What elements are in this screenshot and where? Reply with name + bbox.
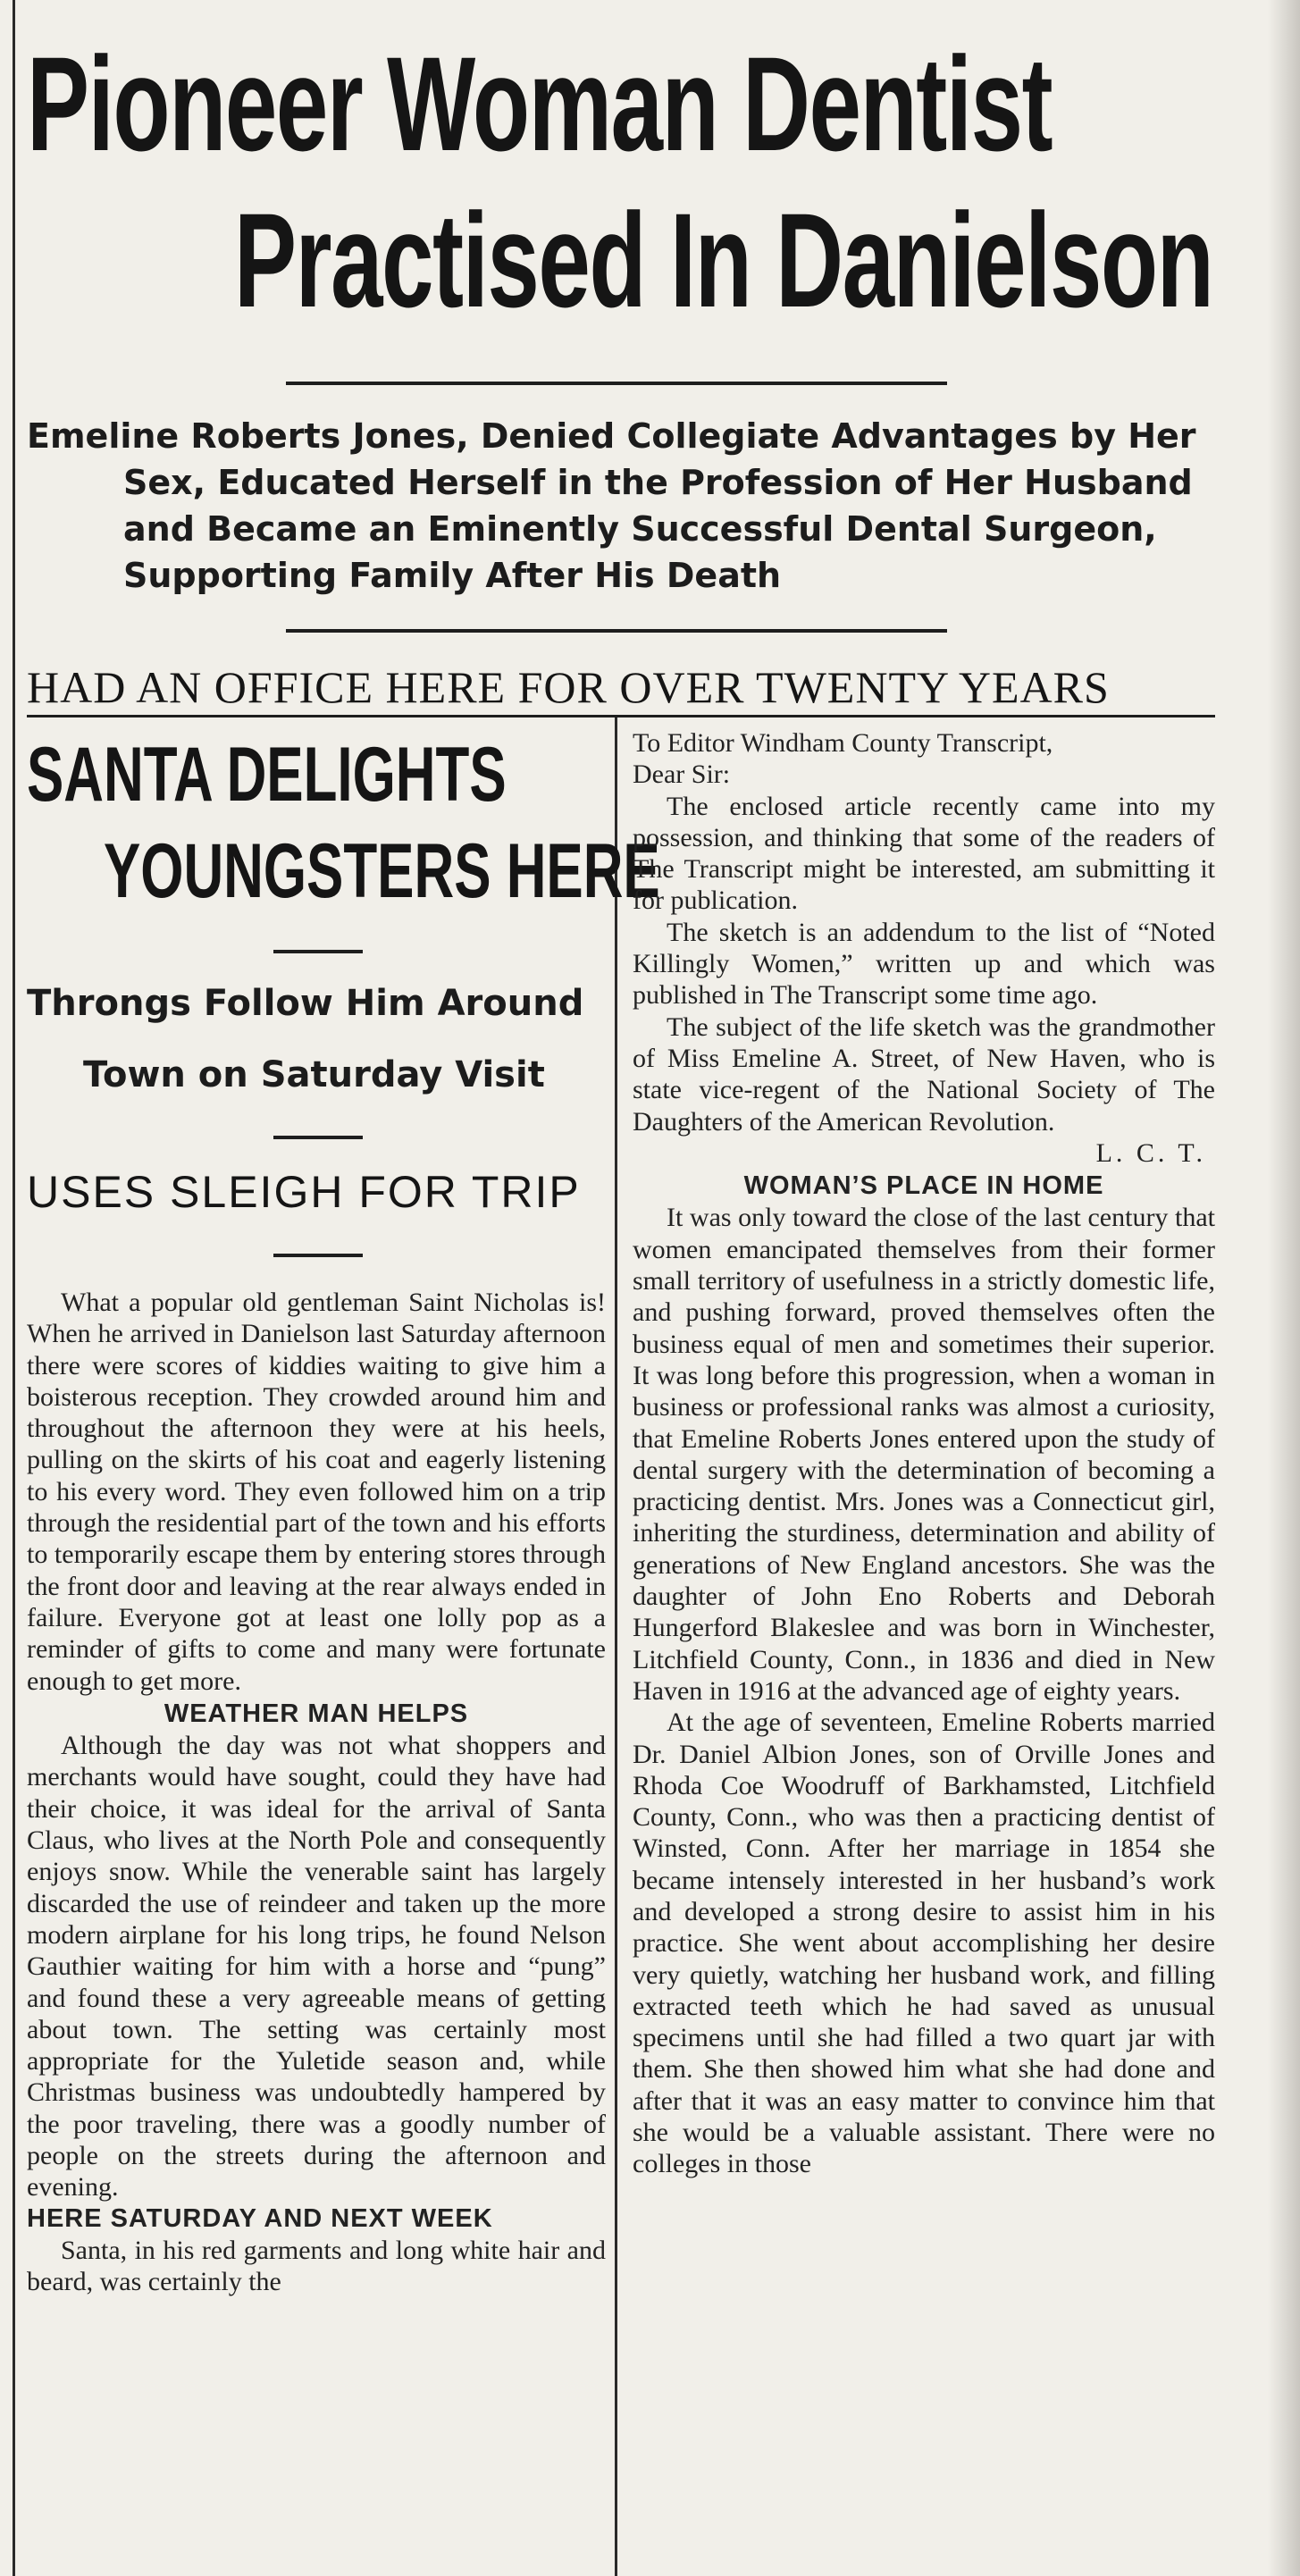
banner-rule: [27, 715, 1215, 717]
santa-subhead-line-1: Throngs Follow Him Around: [27, 983, 584, 1024]
deck-line: Sex, Educated Herself in the Profession of Her Husband: [123, 463, 1193, 502]
letter-paragraph: The subject of the life sketch was the grandmother of Miss Emeline A. Street, of New Haven, who is state vice-regent of the National Society of The Daughters of the American Revolution.: [633, 1011, 1215, 1137]
salutation-line: To Editor Windham County Transcript,: [633, 728, 1053, 758]
santa-headline-line-1: SANTA DELIGHTS: [27, 732, 507, 818]
page-edge-shadow: [1268, 0, 1300, 2576]
column-rule: [615, 717, 617, 2576]
headline-line-1: Pioneer Woman Dentist: [27, 29, 1053, 179]
santa-bank: USES SLEIGH FOR TRIP: [27, 1167, 581, 1217]
santa-subhead-saturday: HERE SATURDAY AND NEXT WEEK: [27, 2203, 493, 2233]
dentist-subhead: WOMAN’S PLACE IN HOME: [743, 1171, 1104, 1201]
salutation-line: Dear Sir:: [633, 759, 731, 790]
deck-line: Supporting Family After His Death: [123, 556, 782, 595]
dentist-paragraph: It was only toward the close of the last century that women emancipated themselves from their former small territory of usefulness in a strictly domestic life, and pushing forward, proved themselves often the business equal of men and sometimes their superior. It was long before this progression, when a woman in business or professional ranks was almost a curiosity, that Emeline Roberts Jones entered upon the study of dental surgery with the determination of becoming a practicing dentist. Mrs. Jones was a Connecticut girl, inheriting the sturdiness, determination and ability of generations of New England ancestors. She was the daughter of John Eno Roberts and Deborah Hungerford Blakeslee and was born in Winchester, Litchfield County, Conn., in 1836 and died in New Haven in 1916 at the advanced age of eighty years.: [633, 1203, 1215, 1706]
deck-line: and Became an Eminently Successful Dental Surgeon,: [123, 509, 1157, 549]
dentist-paragraph: At the age of seventeen, Emeline Roberts married Dr. Daniel Albion Jones, son of Orville Jones and Rhoda Coe Woodruff of Barkhamsted, Litchfield County, Conn., who was then a practicing dentist of Winsted, Conn. After her marriage in 1854 she became intensely interested in her husband’s work and developed a strong desire to assist him in his practice. She went about accomplishing her desire very quietly, watching her husband work, and filling extracted teeth which he had saved as unusual specimens until she had filled a two quart jar with them. She then showed him what she had done and after that it was an easy matter to convince him that she would be a valuable assistant. There were no colleges in those: [633, 1708, 1215, 2179]
santa-rule-2: [273, 1136, 363, 1139]
dentist-article-body: [633, 727, 1215, 2180]
letter-signature: L. C. T.: [1095, 1137, 1206, 1168]
santa-article-body: [27, 1287, 606, 2298]
letter-paragraph: The enclosed article recently came into my possession, and thinking that some of the readers of The Transcript might be interested, am submitting it for publication.: [633, 791, 1215, 916]
santa-paragraph: Santa, in his red garments and long white hair and beard, was certainly the: [27, 2235, 606, 2297]
santa-subhead-line-2: Town on Saturday Visit: [83, 1054, 545, 1095]
santa-headline-line-2: YOUNGSTERS HERE: [104, 828, 660, 914]
deck-block: [27, 413, 1215, 609]
santa-rule-1: [273, 950, 363, 953]
letter-paragraph: The sketch is an addendum to the list of “Noted Killingly Women,” written up and which was published in The Transcript some time ago.: [633, 917, 1215, 1011]
headline-rule: [286, 382, 947, 385]
page-edge-rule: [13, 0, 15, 2576]
santa-paragraph: What a popular old gentleman Saint Nicholas is! When he arrived in Danielson last Saturday afternoon there were scores of kiddies waiting to give him a boisterous reception. They crowded around him and throughout the afternoon they were at his heels, pulling on the skirts of his coat and eagerly listening to his every word. They even followed him on a trip through the residential part of the town and his efforts to temporarily escape them by entering stores through the front door and leaving at the rear always ended in failure. Everyone got at least one lolly pop as a reminder of gifts to come and many were fortunate enough to get more.: [27, 1288, 606, 1696]
santa-rule-3: [273, 1254, 363, 1257]
banner-headline: HAD AN OFFICE HERE FOR OVER TWENTY YEARS: [27, 662, 1110, 712]
headline-line-2: Practised In Danielson: [234, 185, 1213, 335]
santa-paragraph: Although the day was not what shoppers and merchants would have sought, could they have had their choice, it was ideal for the arrival of Santa Claus, who lives at the North Pole and consequently enjoys snow. While the venerable saint has largely discarded the use of reindeer and taken up the more modern airplane for his long trips, he found Nelson Gauthier waiting for him with a horse and “pung” and found these a very agreeable means of getting about town. The setting was certainly most appropriate for the Yuletide season and, while Christmas business was undoubtedly hampered by the poor traveling, there was a goodly number of people on the streets during the afternoon and evening.: [27, 1731, 606, 2203]
deck-rule: [286, 629, 947, 633]
deck-line: Emeline Roberts Jones, Denied Collegiate Advantages by Her: [27, 416, 1196, 456]
santa-subhead-weather: WEATHER MAN HELPS: [164, 1699, 469, 1728]
